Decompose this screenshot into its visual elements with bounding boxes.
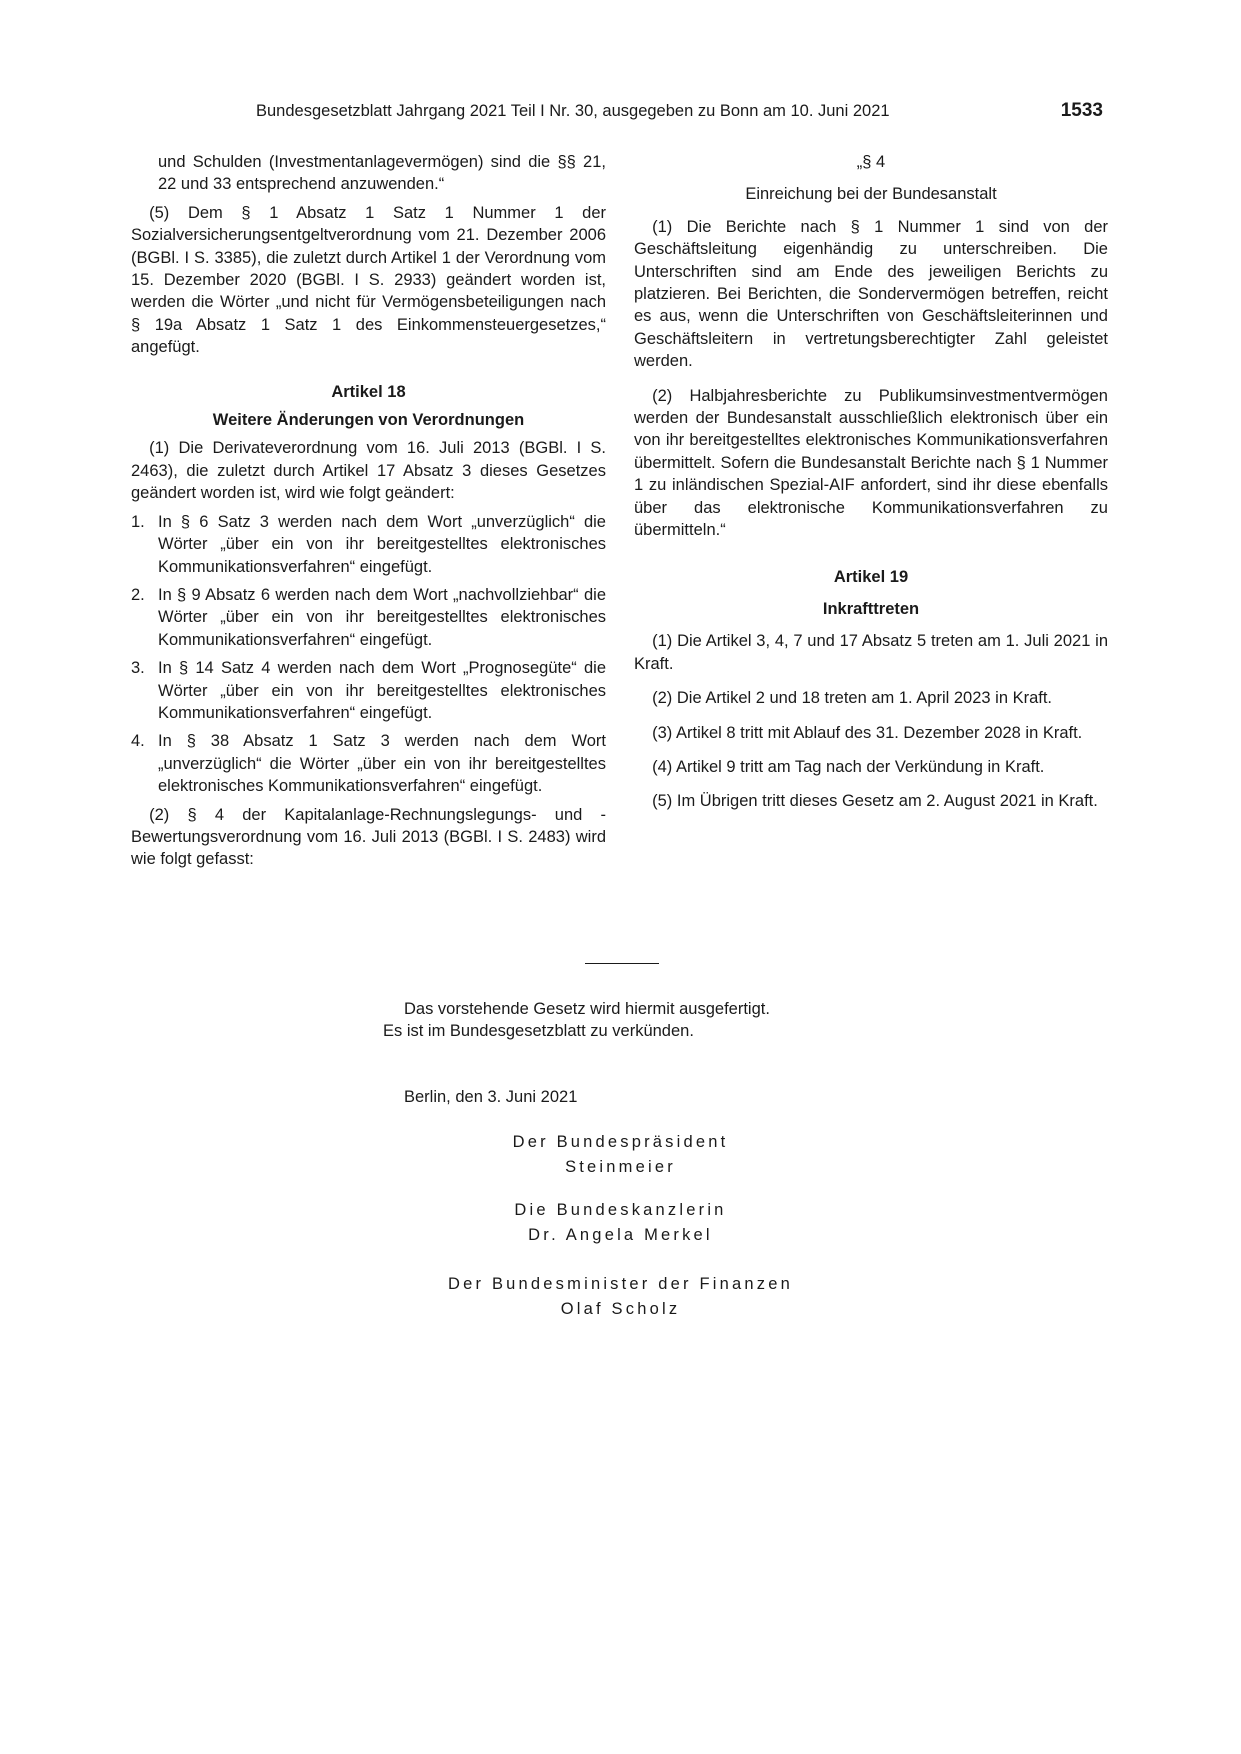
paragraph: (2) § 4 der Kapitalanlage-Rechnungslegungs- und -Bewertungsverordnung vom 16. Juli 2013 (BGBl. I S. 2483) wird wie folgt gefasst: [131, 805, 606, 869]
right-column [634, 151, 1108, 813]
list-item: 4. In § 38 Absatz 1 Satz 3 werden nach dem Wort „unverzüglich“ die Wörter „über ein von ihr bereitgestelltes elektronisches Kommunikationsverfahren“ eingefügt. [131, 732, 606, 796]
signature-block [0, 1130, 1241, 1180]
signature-name: Olaf Scholz [560, 1300, 681, 1318]
enactment-line: Es ist im Bundesgesetzblatt zu verkünden. [383, 1022, 694, 1040]
paragraph: (5) Dem § 1 Absatz 1 Satz 1 Nummer 1 der Sozialversicherungsentgeltverordnung vom 21. Dezember 2006 (BGBl. I S. 3385), die zuletzt durch Artikel 1 der Verordnung vom 15. Dezember 2020 (BGBl. I S. 2933) geändert worden ist, werden die Wörter „und nicht für Vermögensbeteiligungen nach § 19a Absatz 1 Satz 1 des Einkommensteuergesetzes,“ angefügt. [131, 203, 606, 357]
paragraph: (2) Die Artikel 2 und 18 treten am 1. April 2023 in Kraft. [652, 689, 1053, 708]
amendment-list [131, 511, 606, 798]
place-date: Berlin, den 3. Juni 2021 [404, 1088, 578, 1106]
article-18-subtitle: Weitere Änderungen von Verordnungen [212, 411, 525, 430]
page-number: 1533 [1060, 100, 1103, 121]
list-item: 3. In § 14 Satz 4 werden nach dem Wort „Prognosegüte“ die Wörter „über ein von ihr bereitgestelltes elektronisches Kommunikationsverfahren“ eingefügt. [131, 659, 606, 722]
signature-name: Dr. Angela Merkel [528, 1226, 713, 1244]
list-item: 2. In § 9 Absatz 6 werden nach dem Wort „nachvollziehbar“ die Wörter „über ein von ihr bereitgestelltes elektronisches Kommunikationsverfahren“ eingefügt. [131, 585, 606, 649]
signature-role: Der Bundesminister der Finanzen [448, 1275, 793, 1293]
paragraph: (1) Die Berichte nach § 1 Nummer 1 sind von der Geschäftsleitung eigenhändig zu unterschreiben. Die Unterschriften sind am Ende des jeweiligen Berichts zu platzieren. Bei Berichten, die Sondervermögen betreffen, reicht es aus, wenn die Unterschriften von Geschäftsleiterinnen und Geschäftsleitern in vertretungsberechtigter Zahl geleistet werden. [634, 217, 1108, 371]
paragraph: (4) Artikel 9 tritt am Tag nach der Verkündung in Kraft. [652, 757, 1045, 776]
signature-block [0, 1272, 1241, 1322]
paragraph: (1) Die Derivateverordnung vom 16. Juli 2013 (BGBl. I S. 2463), die zuletzt durch Artikel 17 Absatz 3 dieses Gesetzes geändert worden ist, wird wie folgt geändert: [131, 439, 606, 503]
paragraph: (2) Halbjahresberichte zu Publikumsinvestmentvermögen werden der Bundesanstalt ausschließlich elektronisch über ein von ihr bereitgestelltes elektronisches Kommunikationsverfahren übermittelt. Sofern die Bundesanstalt Berichte nach § 1 Nummer 1 zu inländischen Spezial-AIF anfordert, sind ihr diese ebenfalls über das elektronische Kommunikationsverfahren zu übermitteln.“ [634, 386, 1108, 540]
article-19-title: Artikel 19 [833, 567, 909, 586]
list-item: 1. In § 6 Satz 3 werden nach dem Wort „unverzüglich“ die Wörter „über ein von ihr bereitgestelltes elektronisches Kommunikationsverfahren“ eingefügt. [131, 512, 606, 576]
paragraph: und Schulden (Investmentanlagevermögen) sind die §§ 21, 22 und 33 entsprechend anzuwenden.“ [158, 153, 606, 194]
enactment-line: Das vorstehende Gesetz wird hiermit ausgefertigt. [404, 1000, 770, 1018]
signature-role: Die Bundeskanzlerin [514, 1201, 727, 1219]
paragraph: (1) Die Artikel 3, 4, 7 und 17 Absatz 5 treten am 1. Juli 2021 in Kraft. [634, 632, 1108, 673]
article-18-title: Artikel 18 [331, 382, 406, 401]
paragraph: (5) Im Übrigen tritt dieses Gesetz am 2. August 2021 in Kraft. [652, 792, 1098, 811]
left-column [131, 151, 606, 871]
section-title: Einreichung bei der Bundesanstalt [745, 185, 997, 204]
article-19-subtitle: Inkrafttreten [822, 599, 920, 618]
section-sign: „§ 4 [856, 153, 886, 171]
paragraph: (3) Artikel 8 tritt mit Ablauf des 31. Dezember 2028 in Kraft. [652, 723, 1083, 742]
signature-role: Der Bundespräsident [512, 1133, 729, 1151]
divider-line [585, 963, 659, 964]
signature-name: Steinmeier [565, 1158, 676, 1176]
header-text: Bundesgesetzblatt Jahrgang 2021 Teil I Nr. 30, ausgegeben zu Bonn am 10. Juni 2021 [256, 102, 890, 120]
signature-block [0, 1198, 1241, 1248]
